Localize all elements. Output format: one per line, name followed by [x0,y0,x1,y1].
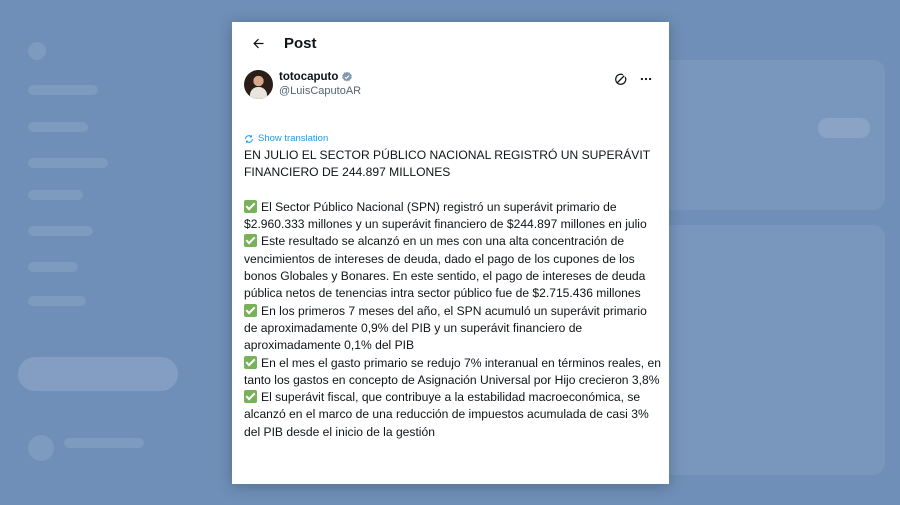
more-icon [639,72,653,86]
grok-button[interactable] [613,72,629,88]
page-title: Post [284,34,317,52]
background-follow-pill [818,118,870,138]
author-display-name[interactable]: totocaputo [279,71,339,83]
post-bullet [244,233,662,302]
check-mark-emoji [244,234,257,247]
avatar[interactable] [244,70,273,99]
check-mark-emoji [244,390,257,403]
bullet-text: Este resultado se alcanzó en un mes con una alta concentración de vencimientos de intereses de deuda, dado el pago de los cupones de los bonos Globales y Bonares. En este sentido, el pago de intereses de deuda pública netos de tenencias intra sector público fue de $2.715.436 millones [244,234,646,301]
back-button[interactable] [244,29,272,57]
translate-icon [244,134,254,144]
post-bullet [244,303,662,355]
post-author [244,70,657,100]
check-mark-emoji [244,200,257,213]
name-row [279,71,361,83]
post-card [232,22,669,484]
back-arrow-icon [251,36,266,51]
bullet-text: El superávit fiscal, que contribuye a la estabilidad macroeconómica, se alcanzó en el marco de una reducción de impuestos acumulada de casi 3% del PIB desde el inicio de la gestión [244,390,649,439]
grok-icon [613,72,628,87]
bullet-text: En los primeros 7 meses del año, el SPN acumuló un superávit primario de aproximadamente 0,9% del PIB y un superávit financiero de aproximadamente 0,1% del PIB [244,303,647,353]
more-button[interactable] [639,72,657,88]
show-translation-label: Show translation [258,133,329,144]
show-translation-link[interactable] [244,133,328,144]
bullet-text: El Sector Público Nacional (SPN) registró un superávit primario de $2.960.333 millones y un superávit financiero de $244.897 millones en julio [244,199,647,232]
post-bullet [244,355,662,390]
post-bullet [244,389,662,441]
bullet-text: En el mes el gasto primario se redujo 7% interanual en términos reales, en tanto los gastos en concepto de Asignación Universal por Hijo crecieron 3,8% [244,355,661,387]
background-right-panel-2 [640,225,885,475]
verified-badge-icon [341,71,353,83]
post-text [244,147,662,441]
post-headline: EN JULIO EL SECTOR PÚBLICO NACIONAL REGISTRÓ UN SUPERÁVIT FINANCIERO DE 244.897 MILLONES [244,148,650,180]
background-sidebar [18,30,188,470]
author-handle[interactable]: @LuisCaputoAR [279,85,362,97]
post-header [232,22,669,64]
author-names [279,71,361,97]
check-mark-emoji [244,356,257,369]
paragraph-gap [244,182,662,199]
post-bullet [244,199,662,234]
check-mark-emoji [244,304,257,317]
